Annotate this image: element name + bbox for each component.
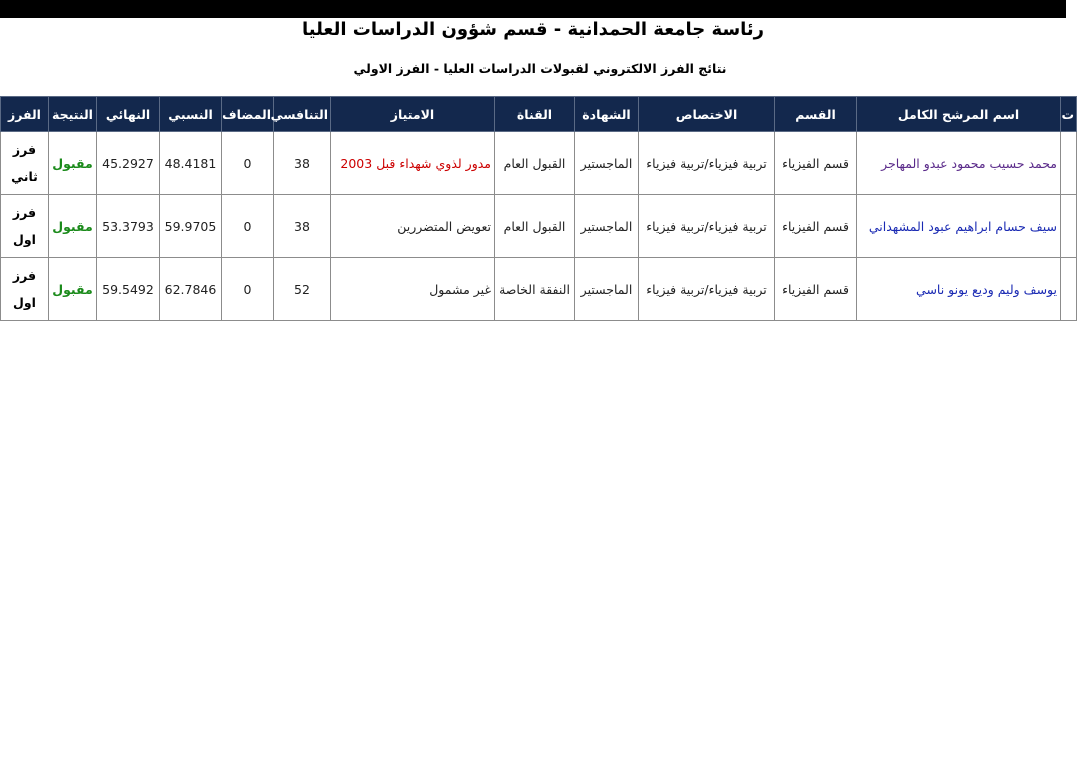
- allocation-cell: فرز اول: [1, 195, 49, 258]
- degree-cell: الماجستير: [575, 258, 639, 321]
- final-cell: 59.5492: [97, 258, 160, 321]
- degree-cell: الماجستير: [575, 132, 639, 195]
- relative-cell: 59.9705: [160, 195, 222, 258]
- table-row: [1, 258, 1077, 321]
- header-index: ت: [1061, 97, 1077, 132]
- row-index-cell: [1061, 258, 1077, 321]
- added-cell: 0: [222, 132, 274, 195]
- result-cell: مقبول: [49, 132, 97, 195]
- header-department: القسم: [775, 97, 857, 132]
- relative-cell: 48.4181: [160, 132, 222, 195]
- competitive-cell: 38: [274, 195, 331, 258]
- competitive-cell: 38: [274, 132, 331, 195]
- result-cell: مقبول: [49, 195, 97, 258]
- allocation-cell: فرز اول: [1, 258, 49, 321]
- department-cell: قسم الفيزياء: [775, 258, 857, 321]
- relative-cell: 62.7846: [160, 258, 222, 321]
- distinction-cell: غير مشمول: [331, 258, 495, 321]
- degree-cell: الماجستير: [575, 195, 639, 258]
- specialization-cell: تربية فيزياء/تربية فيزياء: [639, 258, 775, 321]
- specialization-cell: تربية فيزياء/تربية فيزياء: [639, 195, 775, 258]
- header-specialization: الاختصاص: [639, 97, 775, 132]
- header-degree: الشهادة: [575, 97, 639, 132]
- channel-cell: النفقة الخاصة: [495, 258, 575, 321]
- header-distinction: الامتياز: [331, 97, 495, 132]
- candidate-name: محمد حسيب محمود عبدو المهاجر: [857, 132, 1061, 195]
- page-title: رئاسة جامعة الحمدانية - قسم شؤون الدراسات العليا: [301, 19, 765, 40]
- channel-cell: القبول العام: [495, 195, 575, 258]
- final-cell: 45.2927: [97, 132, 160, 195]
- added-cell: 0: [222, 258, 274, 321]
- top-black-bar: [0, 0, 1066, 18]
- header-channel: القناة: [495, 97, 575, 132]
- row-index-cell: [1061, 132, 1077, 195]
- distinction-cell: تعويض المتضررين: [331, 195, 495, 258]
- page-subtitle: نتائج الفرز الالكتروني لقبولات الدراسات العليا - الفرز الاولي: [353, 61, 727, 76]
- results-table-wrapper: [0, 96, 1074, 321]
- results-table: [0, 96, 1077, 321]
- header-competitive: التنافسي: [274, 97, 331, 132]
- specialization-cell: تربية فيزياء/تربية فيزياء: [639, 132, 775, 195]
- header-relative: النسبي: [160, 97, 222, 132]
- table-row: [1, 132, 1077, 195]
- header-allocation: الفرز: [1, 97, 49, 132]
- header-added: المضاف: [222, 97, 274, 132]
- channel-cell: القبول العام: [495, 132, 575, 195]
- candidate-name: سيف حسام ابراهيم عبود المشهداني: [857, 195, 1061, 258]
- allocation-cell: فرز ثاني: [1, 132, 49, 195]
- header-final: النهائي: [97, 97, 160, 132]
- table-header-row: [1, 97, 1077, 132]
- document-page: [0, 18, 1074, 780]
- result-cell: مقبول: [49, 258, 97, 321]
- header-name: اسم المرشح الكامل: [857, 97, 1061, 132]
- department-cell: قسم الفيزياء: [775, 195, 857, 258]
- competitive-cell: 52: [274, 258, 331, 321]
- added-cell: 0: [222, 195, 274, 258]
- row-index-cell: [1061, 195, 1077, 258]
- department-cell: قسم الفيزياء: [775, 132, 857, 195]
- candidate-name: يوسف وليم وديع يونو ناسي: [857, 258, 1061, 321]
- distinction-cell: مدور لذوي شهداء قبل 2003: [331, 132, 495, 195]
- final-cell: 53.3793: [97, 195, 160, 258]
- header-result: النتيجة: [49, 97, 97, 132]
- table-row: [1, 195, 1077, 258]
